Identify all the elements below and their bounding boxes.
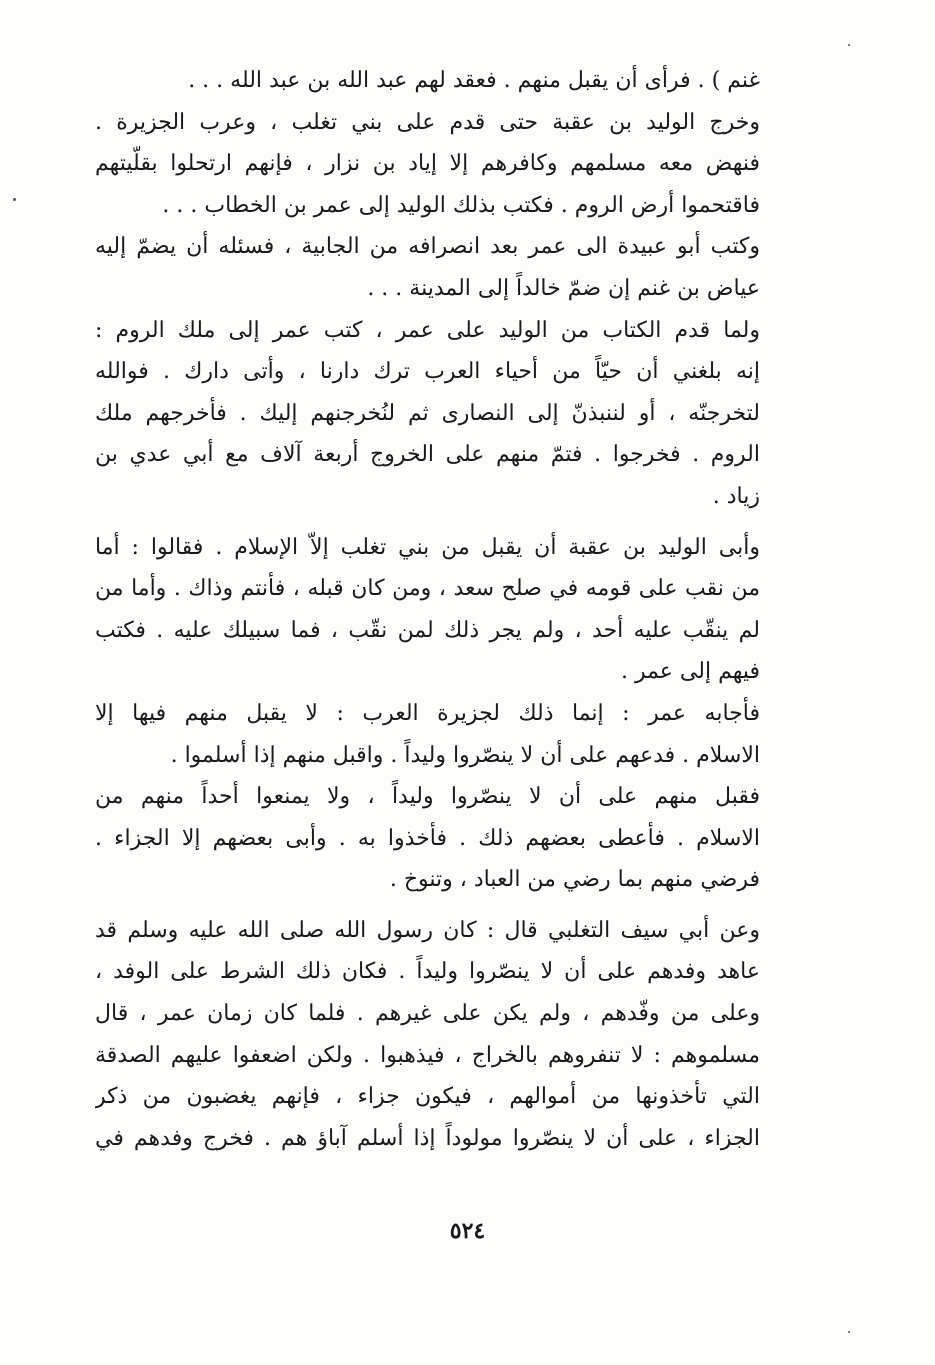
paragraph-8 xyxy=(95,910,760,1160)
paragraph-6 xyxy=(95,693,760,776)
paragraph-5 xyxy=(95,527,760,693)
text-line: غنم ) . فرأى أن يقبل منهم . فعقد لهم عبد الله بن عبد الله . . . xyxy=(188,68,760,93)
text-line: الجزاء ، على أن لا ينصّروا مولوداً إذا أسلم آباؤ هم . فخرج وفدهم في xyxy=(95,1125,760,1151)
scan-speck xyxy=(848,44,850,46)
page-body xyxy=(95,60,760,1159)
text-line: وعلى من وفّدهم ، ولم يكن على غيرهم . فلما كان زمان عمر ، قال xyxy=(95,1001,760,1027)
text-line: الاسلام . فأعطى بعضهم ذلك . فأخذوا به . وأبى بعضهم إلا الجزاء . xyxy=(95,825,760,851)
text-line: الاسلام . فدعهم على أن لا ينصّروا وليداً . واقبل منهم إذا أسلموا . xyxy=(170,742,760,768)
text-line: وخرج الوليد بن عقبة حتى قدم على بني تغلب ، وعرب الجزيرة . xyxy=(95,109,760,135)
paragraph-2 xyxy=(95,102,760,227)
text-line: وكتب أبو عبيدة الى عمر بعد انصرافه من الجابية ، فسئله أن يضمّ إليه xyxy=(95,234,760,260)
scan-speck xyxy=(13,198,16,201)
text-line: عاهد وفدهم على أن لا ينصّروا وليداً . فكان ذلك الشرط على الوفد ، xyxy=(95,959,760,985)
text-line: فأجابه عمر : إنما ذلك لجزيرة العرب : لا يقبل منهم فيها إلا xyxy=(95,700,760,726)
text-line: الروم . فخرجوا . فتمّ منهم على الخروج أربعة آلاف مع أبي عدي بن xyxy=(95,442,760,468)
text-line: لم ينقّب عليه أحد ، ولم يجر ذلك لمن نقّب ، فما سبيلك عليه . فكتب xyxy=(95,617,760,643)
text-line: التي تأخذونها من أموالهم ، فيكون جزاء ، فإنهم يغضبون من ذكر xyxy=(95,1084,760,1110)
paragraph-gap xyxy=(95,518,760,527)
text-line: فيهم إلى عمر . xyxy=(620,659,760,685)
paragraph-4 xyxy=(95,310,760,518)
text-line: إنه بلغني أن حيّاً من أحياء العرب ترك دارنا ، وأتى دارك . فوالله xyxy=(95,359,760,385)
paragraph-7 xyxy=(95,776,760,901)
text-line: فاقتحموا أرض الروم . فكتب بذلك الوليد إلى عمر بن الخطاب . . . xyxy=(162,192,760,218)
text-line: لتخرجنّه ، أو لننبذنّ إلى النصارى ثم لنُخرجنهم إليك . فأخرجهم ملك xyxy=(95,400,760,426)
paragraph-3 xyxy=(95,226,760,309)
text-line: مسلموهم : لا تنفروهم بالخراج ، فيذهبوا . ولكن اضعفوا عليهم الصدقة xyxy=(95,1042,760,1068)
paragraph-gap xyxy=(95,901,760,910)
text-line: عياض بن غنم إن ضمّ خالداً إلى المدينة . . . xyxy=(367,275,760,301)
text-line: وأبى الوليد بن عقبة أن يقبل من بني تغلب إلاّ الإسلام . فقالوا : أما xyxy=(95,534,760,560)
text-line: ولما قدم الكتاب من الوليد على عمر ، كتب عمر إلى ملك الروم : xyxy=(95,317,760,343)
text-line: فرضي منهم بما رضي من العباد ، وتنوخ . xyxy=(389,867,760,893)
text-line: زياد . xyxy=(712,483,760,509)
text-line: فنهض معه مسلمهم وكافرهم إلا إياد بن نزار ، فإنهم ارتحلوا بقلّيتهم xyxy=(95,151,760,177)
text-line: من نقب على قومه في صلح سعد ، ومن كان قبله ، فأنتم وذاك . وأما من xyxy=(95,576,760,602)
scan-speck xyxy=(848,1331,850,1333)
text-line: وعن أبي سيف التغلبي قال : كان رسول الله صلى الله عليه وسلم قد xyxy=(95,917,760,943)
text-line: فقبل منهم على أن لا ينصّروا وليداً ، ولا يمنعوا أحداً منهم من xyxy=(95,784,760,810)
paragraph-1 xyxy=(95,60,760,102)
page-number: ٥٢٤ xyxy=(449,1218,486,1244)
